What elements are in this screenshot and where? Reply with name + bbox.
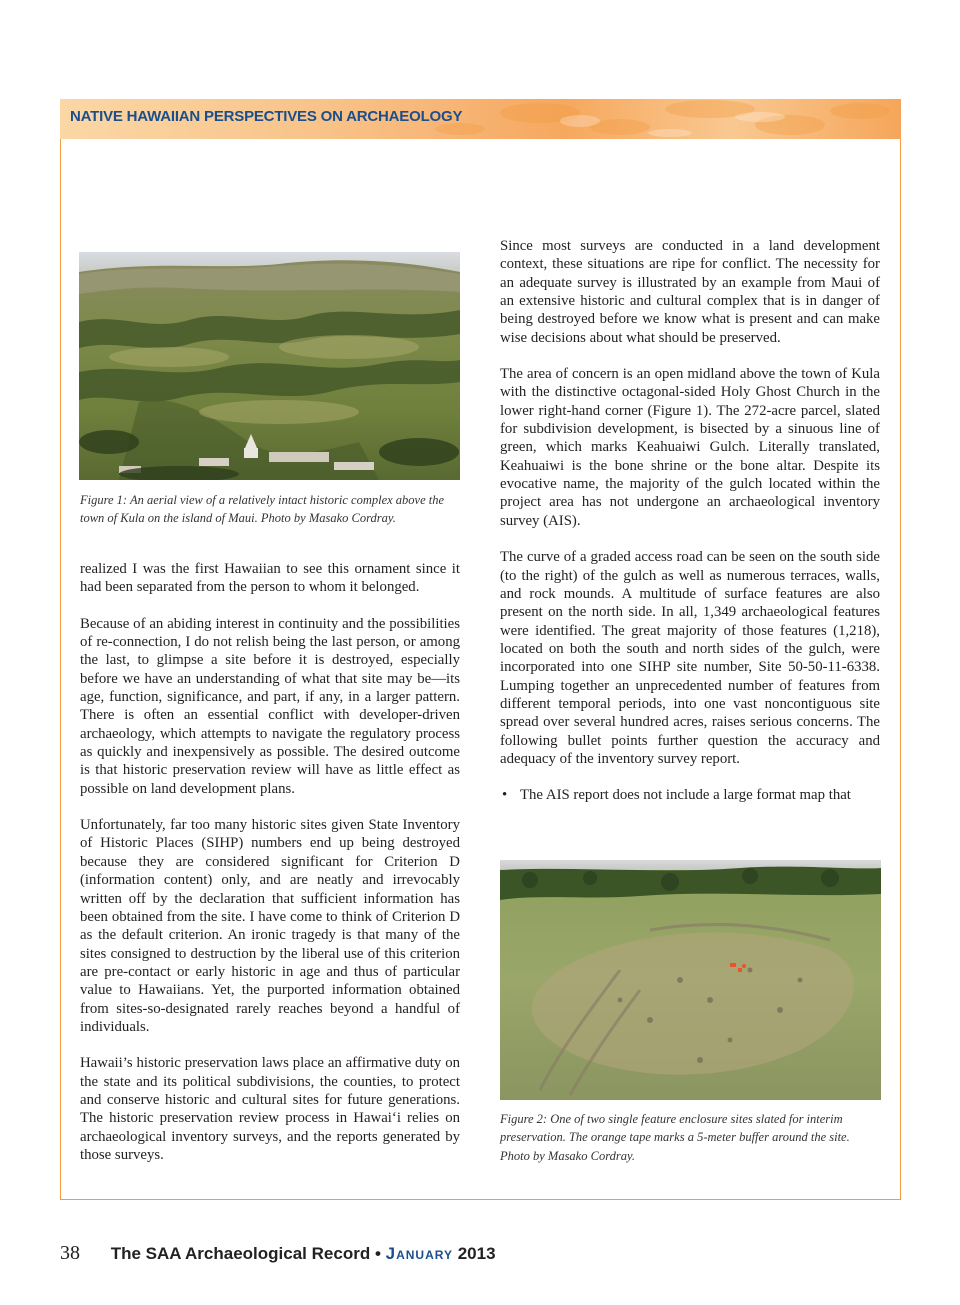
section-title: NATIVE HAWAIIAN PERSPECTIVES ON ARCHAEOLOGY [70,108,463,125]
right-column [500,237,880,805]
paragraph: Because of an abiding interest in continuity and the possibilities of re-connection, I do not relish being the last person, or among the last, to glimpse a site before it is destroyed, especially before we have an understanding of what that site may be—its age, function, significance, and part, if any, in a larger pattern. There is often an essential conflict with developer-driven archaeology, which attempts to navigate the regulatory process as quickly and inexpensively as possible. The desired outcome is that historic preservation review will have as little effect as possible on land development plans. [80,615,460,797]
issue-month: January [385,1244,453,1263]
paragraph: Unfortunately, far too many historic sites given State Inventory of Historic Places (SIHP) numbers end up being destroyed because they are considered significant for Criterion D (information content) only, and are neatly and irrevocably written off by the declaration that sufficient information has been obtained from the site. I have come to think of Criterion D as the default criterion. An ironic tragedy is that many of the sites consigned to destruction by the liberal use of this criterion are pre-contact or early historic in age and thus of particular value to Hawaiians. Yet, the purported information obtained from sites-so-designated rarely reaches beyond a handful of individuals. [80,817,460,1035]
bullet-list [500,786,880,804]
page-number: 38 [60,1242,80,1264]
figure-1-photo [79,252,460,480]
issue-year: 2013 [457,1244,496,1263]
figure-2-caption: Figure 2: One of two single feature enclosure sites slated for interim preservation. The orange tape marks a 5-meter buffer around the site. Photo by Masako Cordray. [500,1112,850,1163]
paragraph: Hawaii’s historic preservation laws place an affirmative duty on the state and its political subdivisions, the counties, to protect and conserve historic and cultural sites for future generations. The historic preservation review process in Hawai‘i relies on archaeological inventory surveys, and the reports generated by those surveys. [80,1055,460,1163]
figure-1-caption: Figure 1: An aerial view of a relatively intact historic complex above the town of Kula on the island of Maui. Photo by Masako Cordray. [80,493,445,526]
paragraph: The area of concern is an open midland above the town of Kula with the distinctive octagonal-sided Holy Ghost Church in the lower right-hand corner (Figure 1). The 272-acre parcel, slated for subdivision development, is bisected by a sinuous line of green, which marks Keahuaiwi Gulch. Literally translated, Keahuaiwi is the bone shrine or the bone altar. Despite its evocative name, the majority of the gulch located within the project area has not undergone an archaeological inventory survey (AIS). [500,366,880,529]
paragraph: Since most surveys are conducted in a land development context, these situations are ripe for conflict. The necessity for an adequate survey is illustrated by an example from Maui of an extensive historic and cultural complex that is in danger of being destroyed before we know what is present and can make wise decisions about what should be preserved. [500,238,880,346]
section-header-banner [60,99,901,139]
figure-2-photo [500,860,881,1100]
footer-separator: • [374,1244,381,1263]
bullet-symbol: • [502,787,508,804]
bullet-text: The AIS report does not include a large format map that [520,787,851,804]
paragraph: realized I was the first Hawaiian to see this ornament since it had been separated from the person to whom it belonged. [80,561,460,596]
list-item [500,786,880,804]
paragraph: The curve of a graded access road can be seen on the south side (to the right) of the gulch as well as numerous terraces, walls, and rock mounds. A multitude of surface features are also present on the north side. In all, 1,349 archaeological features were identified. The great majority of those features (1,218), located on both the south and north sides of the gulch, were incorporated into one SIHP site number, Site 50-50-11-6338. Lumping together an unprecedented number of features from different temporal periods, into one vast noncontiguous site spread over several hundred acres, raises serious concerns. The following bullet points further question the accuracy and adequacy of the inventory survey report. [500,549,880,767]
page-footer [60,1242,496,1265]
left-column [80,560,460,1182]
journal-title: The SAA Archaeological Record [110,1244,371,1263]
